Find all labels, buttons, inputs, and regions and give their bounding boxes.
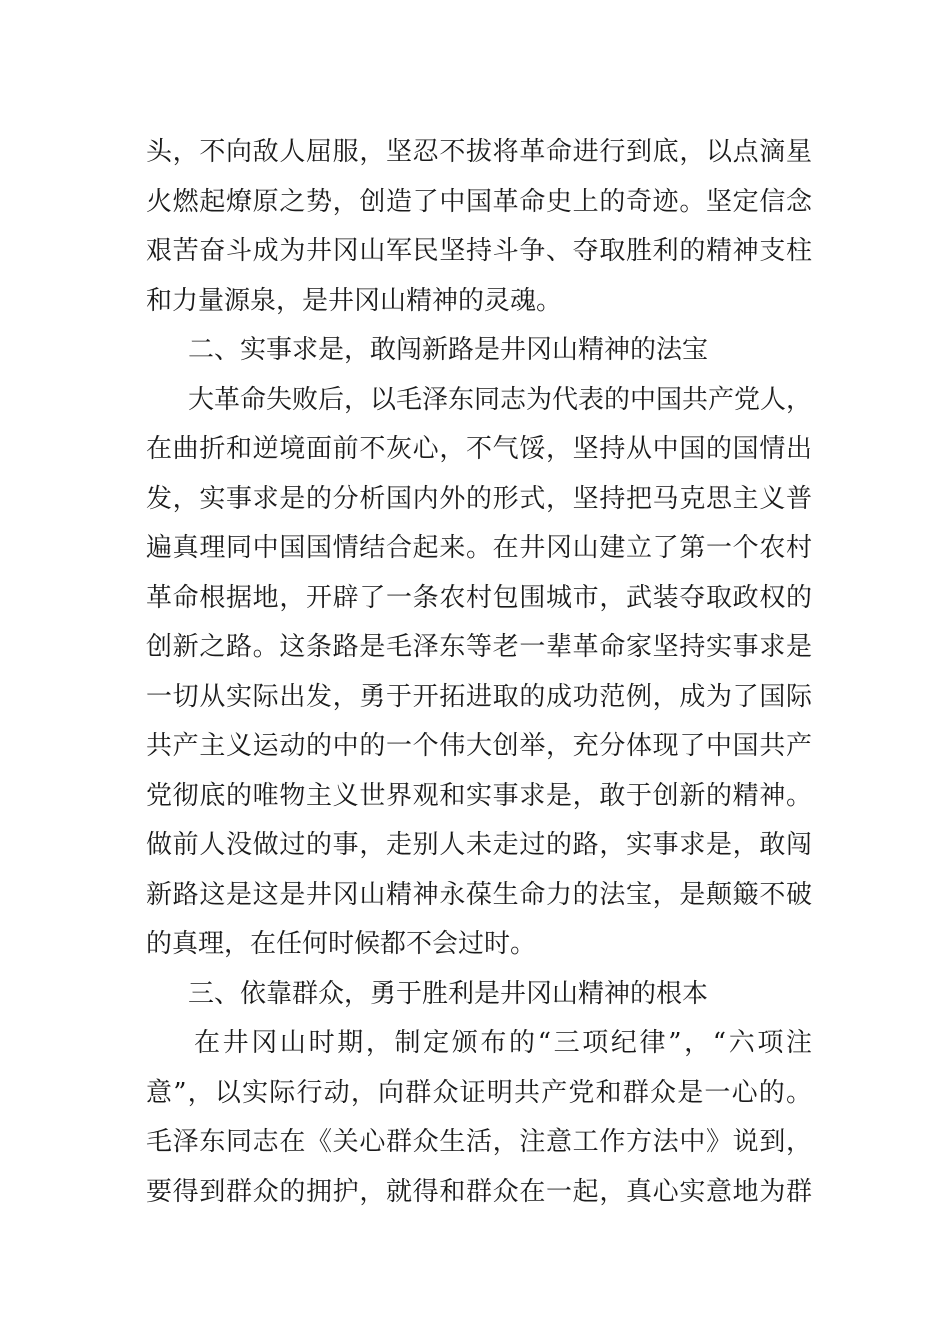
section-heading-3: 三、依靠群众，勇于胜利是井冈山精神的根本 (188, 978, 709, 1009)
text-line-20: 意”，以实际行动，向群众证明共产党和群众是一心的。 (146, 1077, 812, 1108)
text-line-19: 在井冈山时期，制定颁布的“三项纪律”，“六项注 (194, 1028, 812, 1058)
text-line-13: 共产主义运动的中的一个伟大创举，充分体现了中国共产 (146, 731, 812, 761)
text-line-17: 的真理，在任何时候都不会过时。 (146, 929, 537, 959)
text-line-1: 头，不向敌人屈服，坚忍不拔将革命进行到底，以点滴星 (146, 137, 812, 167)
text-line-6: 大革命失败后，以毛泽东同志为代表的中国共产党人， (188, 384, 813, 415)
text-line-16: 新路这是这是井冈山精神永葆生命力的法宝，是颠簸不破 (146, 879, 812, 910)
text-line-12: 一切从实际出发，勇于开拓进取的成功范例，成为了国际 (146, 681, 812, 712)
text-line-7: 在曲折和逆境面前不灰心，不气馁，坚持从中国的国情出 (146, 434, 812, 464)
text-line-21: 毛泽东同志在《关心群众生活，注意工作方法中》说到， (146, 1127, 812, 1157)
text-line-4: 和力量源泉，是井冈山精神的灵魂。 (146, 285, 563, 316)
text-line-9: 遍真理同中国国情结合起来。在井冈山建立了第一个农村 (146, 533, 812, 563)
text-line-10: 革命根据地，开辟了一条农村包围城市，武装夺取政权的 (146, 582, 812, 613)
text-line-11: 创新之路。这条路是毛泽东等老一辈革命家坚持实事求是 (146, 632, 812, 662)
text-line-14: 党彻底的唯物主义世界观和实事求是，敢于创新的精神。 (146, 780, 812, 811)
text-line-2: 火燃起燎原之势，创造了中国革命史上的奇迹。坚定信念 (146, 186, 812, 217)
section-heading-2: 二、实事求是，敢闯新路是井冈山精神的法宝 (188, 335, 709, 365)
document-body (146, 128, 812, 1217)
text-line-22: 要得到群众的拥护，就得和群众在一起，真心实意地为群 (146, 1176, 812, 1207)
text-line-15: 做前人没做过的事，走别人未走过的路，实事求是，敢闯 (146, 830, 812, 860)
text-line-3: 艰苦奋斗成为井冈山军民坚持斗争、夺取胜利的精神支柱 (146, 236, 812, 266)
text-line-8: 发，实事求是的分析国内外的形式，坚持把马克思主义普 (146, 483, 812, 514)
